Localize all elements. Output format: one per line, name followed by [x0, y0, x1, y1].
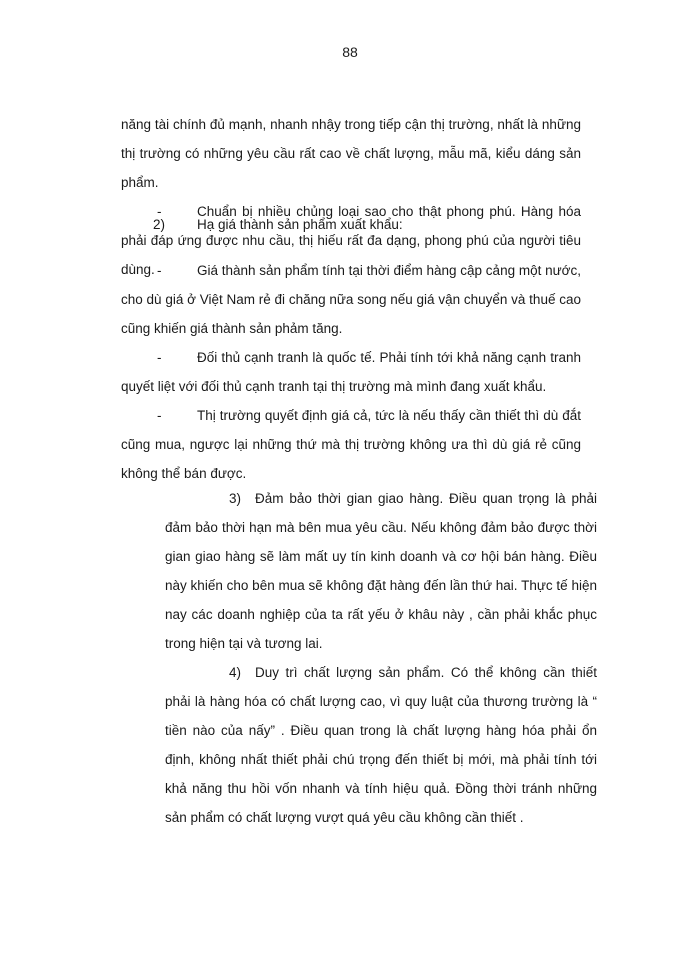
bullet-paragraph — [121, 256, 581, 343]
bullet-paragraph — [121, 401, 581, 488]
section-2-bullets — [121, 256, 581, 488]
bullet-dash: - — [157, 350, 162, 365]
page-number: 88 — [342, 44, 358, 60]
bullet-text: Thị trường quyết định giá cả, tức là nếu thấy cần thiết thì dù đắt cũng mua, ngược lại những thứ mà thị trường không ưa thì dù giá rẻ cũng không thể bán được. — [121, 408, 581, 481]
bullet-dash: - — [157, 263, 162, 278]
intro-paragraph: năng tài chính đủ mạnh, nhanh nhậy trong tiếp cận thị trường, nhất là những thị trường có những yêu cầu rất cao về chất lượng, mẫu mã, kiểu dáng sản phẩm. — [121, 117, 581, 190]
bullet-dash: - — [157, 408, 162, 423]
sections-3-4 — [165, 484, 597, 832]
section-2-heading — [153, 210, 583, 239]
section-4-paragraph — [165, 658, 597, 832]
section-title: Hạ giá thành sản phẩm xuất khẩu: — [197, 217, 403, 232]
section-number: 2) — [153, 217, 166, 232]
bullet-text: Đối thủ cạnh tranh là quốc tế. Phải tính tới khả năng cạnh tranh quyết liệt với đối thủ cạnh tranh tại thị trường mà mình đang xuất khẩu. — [121, 350, 581, 394]
section-3-paragraph — [165, 484, 597, 658]
bullet-text: Chuẩn bị nhiều chủng loại sao cho thật phong phú. Hàng hóa phải đáp ứng được nhu cầu, thị hiếu rất đa dạng, phong phú của người tiêu dùng. — [121, 204, 581, 277]
section-text: Duy trì chất lượng sản phẩm. Có thể không cần thiết phải là hàng hóa có chất lượng cao, vì quy luật của thương trường là “ tiền nào của nấy” . Điều quan trong là chất lượng hàng hóa phải ổn định, không nhất thiết phải chú trọng đến thiết bị mới, mà phải tính tới khả năng thu hồi vốn nhanh và tính hiệu quả. Đồng thời tránh những sản phẩm có chất lượng vượt quá yêu cầu không cần thiết . — [165, 665, 597, 825]
section-text: Đảm bảo thời gian giao hàng. Điều quan trọng là phải đảm bảo thời hạn mà bên mua yêu cầu. Nếu không đảm bảo được thời gian giao hàng sẽ làm mất uy tín kinh doanh và cơ hội bán hàng. Điều này khiến cho bên mua sẽ không đặt hàng đến lần thứ hai. Thực tế hiện nay các doanh nghiệp của ta rất yếu ở khâu này , cần phải khắc phục trong hiện tại và tương lai. — [165, 491, 597, 651]
bullet-paragraph — [121, 343, 581, 401]
bullet-dash: - — [157, 204, 162, 219]
section-number: 3) — [229, 491, 242, 506]
section-number: 4) — [229, 665, 242, 680]
bullet-text: Giá thành sản phẩm tính tại thời điểm hàng cập cảng một nước, cho dù giá ở Việt Nam rẻ đi chăng nữa song nếu giá vận chuyển và thuế cao cũng khiến giá thành sản phảm tăng. — [121, 263, 581, 336]
